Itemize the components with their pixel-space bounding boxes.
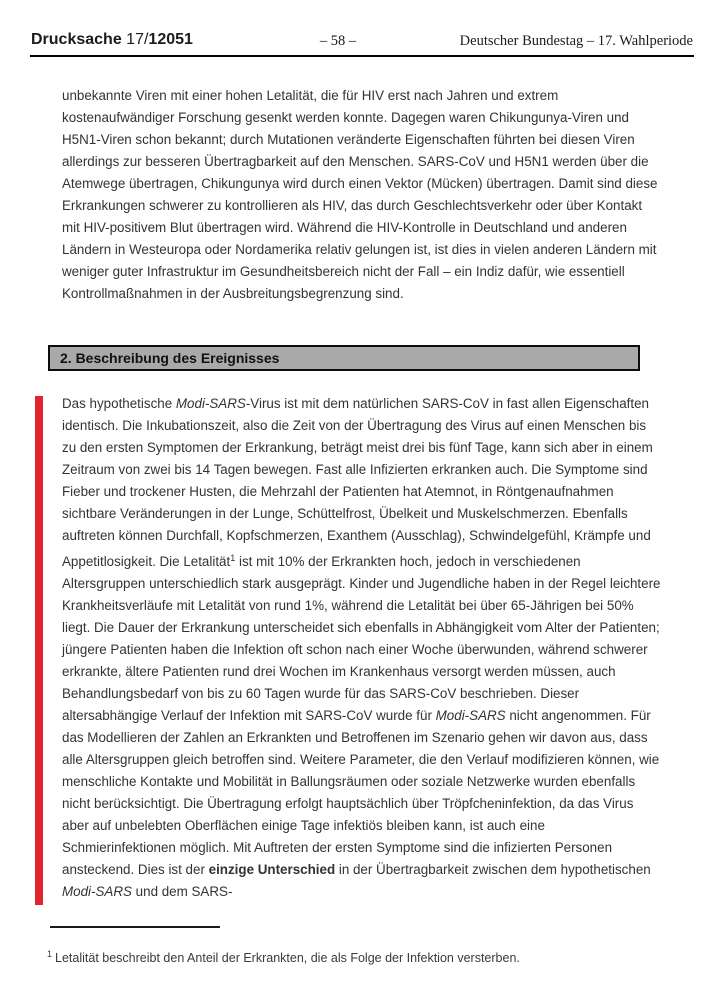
body-paragraph: Das hypothetische Modi-SARS-Virus ist mit dem natürlichen SARS-CoV in fast allen Eigenschaften identisch. Die Inkubationszeit, also die Zeit von der Übertragung des Virus auf einen Menschen bis zu den ersten Symptomen der Erkrankung, beträgt meist drei bis fünf Tage, kann sich aber in einem Zeitraum von zwei bis 14 Tagen bewegen. Fast alle Infizierten erkranken auch. Die Symptome sind Fieber und trockener Husten, die Mehrzahl der Patienten hat Atemnot, in Röntgenaufnahmen sichtbare Veränderungen in der Lunge, Schüttelfrost, Übelkeit und Muskelschmerzen. Ebenfalls auftreten können Durchfall, Kopfschmerzen, Exanthem (Ausschlag), Schwindelgefühl, Krämpfe und Appetitlosigkeit. Die Letalität$^1$ ist mit 10% der Erkrankten hoch, jedoch in verschiedenen Altersgruppen unterschiedlich stark ausgeprägt. Kinder und Jugendliche haben in der Regel leichtere Krankheitsverläufe mit Letalität von rund 1%, während die Letalität bei über 65-Jährigen bei 50% liegt. Die Dauer der Erkrankung unterscheidet sich ebenfalls in Abhängigkeit vom Alter der Patienten; jüngere Patienten haben die Infektion oft schon nach einer Woche überwunden, während schwerer erkrankte, ältere Patienten rund drei Wochen im Krankenhaus versorgt werden müssen, auch Behandlungsbedarf von bis zu 60 Tagen wurde für das SARS-CoV beschrieben. Dieser altersabhängige Verlauf der Infektion mit SARS-CoV wurde für Modi-SARS nicht angenommen. Für das Modellieren der Zahlen an Erkrankten und Betroffenen im Szenario gehen wir davon aus, dass alle Altersgruppen gleich betroffen sind. Weitere Parameter, die den Verlauf modifizieren können, wie menschliche Kontakte und Mobilität in Ballungsräumen oder soziale Netzwerke wurden ebenfalls nicht berücksichtigt. Die Übertragung erfolgt hauptsächlich über Tröpfcheninfektion, da das Virus aber auf unbelebten Oberflächen einige Tage infektiös bleiben kann, ist auch eine Schmierinfektionen möglich. Mit Auftreten der ersten Symptome sind die infizierten Personen ansteckend. Dies ist der einzige Unterschied in der Übertragbarkeit zwischen dem hypothetischen Modi-SARS und dem SARS- [62, 396, 661, 899]
doc-number-label: Drucksache [31, 31, 122, 48]
publication-title: Deutscher Bundestag – 17. Wahlperiode [459, 33, 693, 49]
footnote-rule [50, 926, 220, 928]
page-number: – 58 – [319, 33, 357, 49]
section-header-bar [48, 345, 640, 371]
intro-paragraph: unbekannte Viren mit einer hohen Letalität, die für HIV erst nach Jahren und extrem kostenaufwändiger Forschung gesenkt werden konnte. Dagegen waren Chikungunya-Viren und H5N1-Viren schon bekannt; durch Mutationen veränderte Eigenschaften führten bei diesen Viren allerdings zur besseren Übertragbarkeit auf den Menschen. SARS-CoV und H5N1 werden über die Atemwege übertragen, Chikungunya wird durch einen Vektor (Mücken) übertragen. Damit sind diese Erkrankungen schwerer zu kontrollieren als HIV, das durch Geschlechtsverkehr oder über Kontakt mit HIV-positivem Blut übertragen wird. Während die HIV-Kontrolle in Deutschland und anderen Ländern in Westeuropa oder Nordamerika relativ gelungen ist, ist dies in vielen anderen Ländern mit weniger guter Infrastruktur im Gesundheitsbereich nicht der Fall – ein Indiz dafür, wie essentiell Kontrollmaßnahmen in der Ausbreitungsbegrenzung sind. [62, 88, 658, 301]
doc-number [31, 31, 193, 49]
change-bar [35, 396, 43, 905]
section-header-title: 2. Beschreibung des Ereignisses [60, 350, 280, 366]
doc-number-value: 12051 [148, 31, 193, 48]
doc-number-prefix: 17/ [126, 31, 149, 48]
footnote [47, 946, 667, 967]
footnote-marker: 1 [47, 949, 53, 959]
header-rule [30, 55, 694, 57]
footnote-text: Letalität beschreibt den Anteil der Erkrankten, die als Folge der Infektion versterben. [55, 951, 520, 965]
